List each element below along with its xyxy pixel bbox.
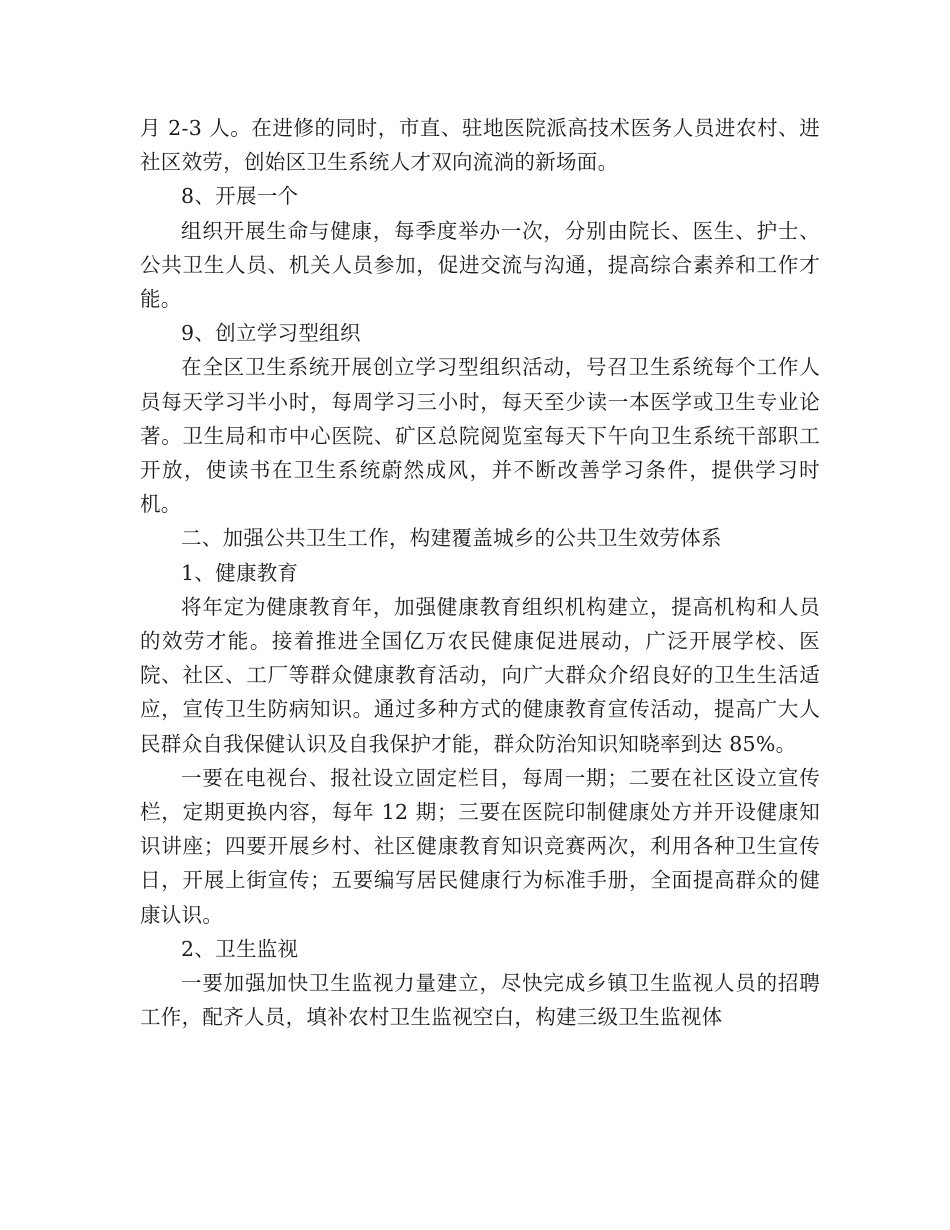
paragraph-health-education: 将年定为健康教育年，加强健康教育组织机构建立，提高机构和人员的效劳才能。接着推进全国亿万农民健康促进展动，广泛开展学校、医院、社区、工厂等群众健康教育活动，向广大群众介绍良好的卫生生活适应，宣传卫生防病知识。通过多种方式的健康教育宣传活动，提高广大人民群众自我保健认识及自我保护才能，群众防治知识知晓率到达 85%。	[140, 594, 820, 756]
paragraph-health-supervision: 一要加强加快卫生监视力量建立，尽快完成乡镇卫生监视人员的招聘工作，配齐人员，填补农村卫生监视空白，构建三级卫生监视体	[140, 971, 820, 1030]
heading-item-8: 8、开展一个	[181, 184, 299, 209]
section-heading-public-health: 二、加强公共卫生工作，构建覆盖城乡的公共卫生效劳体系	[181, 526, 722, 551]
paragraph-continuation: 月 2-3 人。在进修的同时，市直、驻地医院派高技术医务人员进农村、进社区效劳，创始区卫生系统人才双向流淌的新场面。	[140, 116, 820, 175]
paragraph-learning-org: 在全区卫生系统开展创立学习型组织活动，号召卫生系统每个工作人员每天学习半小时，每周学习三小时，每天至少读一本医学或卫生专业论著。卫生局和市中心医院、矿区总院阅览室每天下午向卫生系统干部职工开放，使读书在卫生系统蔚然成风，并不断改善学习条件，提供学习时机。	[140, 355, 820, 517]
heading-health-supervision: 2、卫生监视	[181, 936, 299, 961]
paragraph-education-measures: 一要在电视台、报社设立固定栏目，每周一期；二要在社区设立宣传栏，定期更换内容，每年 12 期；三要在医院印制健康处方并开设健康知识讲座；四要开展乡村、社区健康教育知识竞赛两次，利用各种卫生宣传日，开展上街宣传；五要编写居民健康行为标准手册，全面提高群众的健康认识。	[140, 765, 820, 927]
heading-health-education: 1、健康教育	[181, 560, 299, 585]
document-body	[140, 111, 820, 1034]
heading-item-9: 9、创立学习型组织	[181, 321, 361, 346]
paragraph-life-health: 组织开展生命与健康，每季度举办一次，分别由院长、医生、护士、公共卫生人员、机关人员参加，促进交流与沟通，提高综合素养和工作才能。	[140, 218, 820, 312]
